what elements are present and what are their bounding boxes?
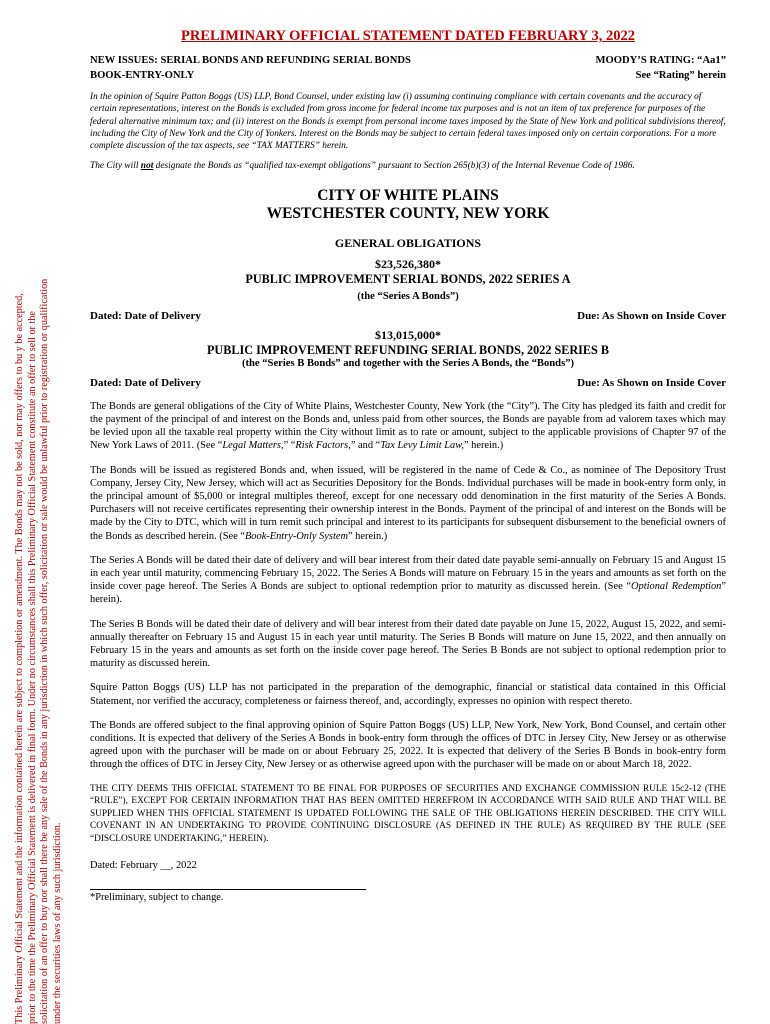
official-statement-cover [90,28,726,903]
p1-text-d: ” herein.) [463,440,504,452]
legend-line-3: solicitation of an offer to buy nor shall there be any sale of the Bonds in any jurisdiction in which such offer, solicitation or sale would be unlawful prior to registration or qualification [39,278,51,1024]
issue-row-2 [90,68,726,83]
legend-line-2: prior to the time the Preliminary Official Statement is delivered in final form. Under no circumstances shall this Preliminary Official Statement constitute an offer to sell or the [26,311,38,1024]
dateline: Dated: February __, 2022 [90,859,197,871]
series-a-amount: $23,526,380* [375,256,441,271]
p1-text-b: ” “ [283,440,296,452]
issuer-name: CITY OF WHITE PLAINS [317,186,499,204]
series-b-dated: Dated: Date of Delivery [90,376,201,389]
p1-ref-risk-factors: Risk Factors, [295,440,351,452]
designation-note [90,160,726,172]
p3-text-b: ” herein). [90,581,726,606]
p1-ref-tax-levy: Tax Levy Limit Law, [380,440,464,452]
paragraph-series-b-terms: The Series B Bonds will be dated their date of delivery and will bear interest from their dated date payable on June 15, 2022, August 15, 2022, and semi-annually thereafter on February 15 and August 15 in each year until maturity. The Series B Bonds will mature on June 15, 2022, and then annually on February 15 in the years and amounts as set forth on the inside cover page hereof. The Series B Bonds are not subject to optional redemption prior to maturity as discussed herein. [90,618,726,670]
red-herring-legend [14,14,64,1024]
see-rating-label: See “Rating” herein [635,70,726,81]
paragraph-delivery: The Bonds are offered subject to the final approving opinion of Squire Patton Boggs (US) LLP, New York, New York, Bond Counsel, and certain other conditions. It is expected that delivery of the Series A Bonds in book-entry form through the offices of DTC in Jersey City, New Jersey or as otherwise agreed upon with the purchaser will be made on or about February 25, 2022. It is expected that delivery of the Series B Bonds in book-entry form through the offices of DTC in Jersey City, New Jersey or as otherwise agreed upon with the purchaser will be made on or about March 18, 2022. [90,719,726,771]
p2-text-a: The Bonds will be issued as registered Bonds and, when issued, will be registered in the name of Cede & Co., as nominee of The Depository Trust Company, Jersey City, New Jersey, which will act as Securities Depository for the Bonds. Individual purchases will be made in book-entry form only, in the principal amount of $5,000 or integral multiples thereof, except for one necessary odd denomination in the first maturity of the Series A Bonds. Purchasers will not receive certificates representing their ownership interest in the Bonds. Payment of the principal of and interest on the Bonds will be made by the City to DTC, which will in turn remit such principal and interest to its participants for subsequent disbursement to the beneficial owners of the Bonds as described herein. (See “ [90,464,726,542]
p2-text-b: ” herein.) [347,530,388,542]
series-a-dated-row [90,310,726,322]
book-entry-label: BOOK-ENTRY-ONLY [90,70,195,81]
paragraph-rule-15c2-12: THE CITY DEEMS THIS OFFICIAL STATEMENT TO BE FINAL FOR PURPOSES OF SECURITIES AND EXCHANGE COMMISSION RULE 15c2-12 (THE “RULE”), EXCEPT FOR CERTAIN INFORMATION THAT HAS BEEN OMITTED HEREFROM IN ACCORDANCE WITH SAID RULE AND THAT WILL BE SUPPLIED WHEN THIS OFFICIAL STATEMENT IS UPDATED FOLLOWING THE SALE OF THE OBLIGATIONS HEREIN DESCRIBED. THE CITY WILL COVENANT IN AN UNDERTAKING TO PROVIDE CONTINUING DISCLOSURE (AS DEFINED IN THE RULE) AS REQUIRED BY THE RULE (SEE “DISCLOSURE UNDERTAKING,” HEREIN). [90,783,726,845]
issue-row-1 [90,53,726,68]
general-obligations-heading: GENERAL OBLIGATIONS [334,235,482,250]
note-text-after: designate the Bonds as “qualified tax-exempt obligations” pursuant to Section 265(b)(3) of the Internal Revenue Code of 1986. [153,161,635,172]
legend-line-1: This Preliminary Official Statement and the information contained herein are subject to completion or amendment. The Bonds may not be sold, nor may offers to bu y be accepted, [14,293,25,1024]
p1-text-c: ” and “ [350,440,381,452]
series-a-designation: (the “Series A Bonds”) [357,290,459,302]
p1-ref-legal-matters: Legal Matters, [222,440,284,452]
paragraph-series-a-terms [90,554,726,607]
series-a-title: PUBLIC IMPROVEMENT SERIAL BONDS, 2022 SERIES A [245,271,571,286]
footnote-rule [90,889,366,890]
p3-text-a: The Series A Bonds will be dated their date of delivery and will bear interest from their dated date payable semi-annually on February 15 and August 15 in each year until maturity, commencing February 15, 2022. The Series A Bonds will mature on February 15 in the years and amounts as set forth on the inside cover page hereof. The Series A Bonds are subject to optional redemption prior to maturity as discussed herein. (See “ [90,554,726,593]
series-b-due: Due: As Shown on Inside Cover [577,376,726,389]
note-text-before: The City will [90,161,141,172]
footnote: *Preliminary, subject to change. [90,891,224,903]
preliminary-title: PRELIMINARY OFFICIAL STATEMENT DATED FEBRUARY 3, 2022 [180,28,636,44]
series-b-amount: $13,015,000* [375,327,441,342]
paragraph-general-obligation [90,400,726,453]
new-issues-label: NEW ISSUES: SERIAL BONDS AND REFUNDING SERIAL BONDS [90,55,411,66]
issuer-county: WESTCHESTER COUNTY, NEW YORK [266,204,550,222]
series-b-dated-row [90,377,726,389]
legend-line-4: under the securities laws of any such jurisdiction. [51,822,63,1024]
p1-text-a: The Bonds are general obligations of the City of White Plains, Westchester County, New York (the “City”). The City has pledged its faith and credit for the payment of the principal of and interest on the Bonds and, unless paid from other sources, the Bonds are payable from ad valorem taxes which may be levied upon all the taxable real property within the City without limit as to rate or amount, subject to the applicable provisions of Chapter 97 of the New York Laws of 2011. (See “ [90,400,726,452]
series-a-dated: Dated: Date of Delivery [90,309,201,322]
series-b-designation: (the “Series B Bonds” and together with the Series A Bonds, the “Bonds”) [241,357,575,369]
paragraph-book-entry [90,464,726,543]
p2-ref-book-entry: Book-Entry-Only System [244,530,348,542]
paragraph-counsel-disclaimer: Squire Patton Boggs (US) LLP has not participated in the preparation of the demographic, financial or statistical data contained in this Official Statement, nor verified the accuracy, completeness or fairness thereof, and, accordingly, expresses no opinion with respect thereto. [90,682,726,707]
p3-ref-optional-redemption: Optional Redemption [631,581,722,593]
note-not: not [140,161,154,172]
rating-label: MOODY’S RATING: “Aa1” [595,55,726,66]
series-b-title: PUBLIC IMPROVEMENT REFUNDING SERIAL BONDS, 2022 SERIES B [206,342,610,357]
bond-counsel-opinion: In the opinion of Squire Patton Boggs (US) LLP, Bond Counsel, under existing law (i) assuming continuing compliance with certain covenants and the accuracy of certain representations, interest on the Bonds is excluded from gross income for federal income tax purposes and is not an item of tax preference for purposes of the federal alternative minimum tax; and (ii) interest on the Bonds is exempt from personal income taxes imposed by the State of New York and political subdivisions thereof, including the City of New York and the City of Yonkers. Interest on the Bonds may be subject to certain federal taxes imposed only on certain corporations. For a more complete discussion of the tax aspects, see “TAX MATTERS” herein. [90,92,726,152]
series-a-due: Due: As Shown on Inside Cover [577,309,726,322]
